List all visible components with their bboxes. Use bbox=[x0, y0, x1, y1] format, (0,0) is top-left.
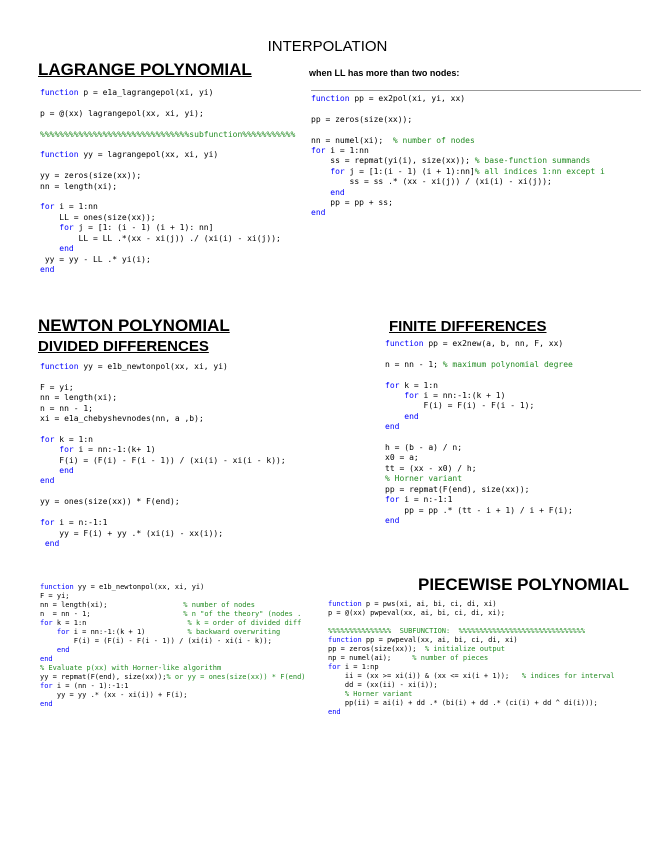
divided-differences-heading: DIVIDED DIFFERENCES bbox=[38, 338, 209, 355]
piecewise-code: function p = pws(xi, ai, bi, ci, di, xi) p = @(xx) pwpeval(xx, ai, bi, ci, di, xi); %%%%%%%%%%%%%%% SUBFUNCTION: %%%%%%%%%%%%%%%%%%%%%%%%%%%%%% function pp = pwpeval(xx, ai, bi, ci, di, xi) pp = zeros(size(xx)); % initialize output np = numel(ai); % number of pieces for i = 1:np ii = (xx >= xi(i)) & (xx <= xi(i + 1)); % indices for interval dd = (xx(ii) - xi(i)); % Horner variant pp(ii) = ai(i) + dd .* (bi(i) + dd .* (ci(i) + dd ^ di(i))); end bbox=[328, 600, 615, 716]
finite-differences-code: function pp = ex2new(a, b, nn, F, xx) n = nn - 1; % maximum polynomial degree for k = 1:n for i = nn:-1:(k + 1) F(i) = F(i) - F(i - 1); end end h = (b - a) / n; x0 = a; tt = (xx - x0) / h; % Horner variant pp = repmat(F(end), size(xx)); for i = n:-1:1 pp = pp .* (tt - i + 1) / i + F(i); end bbox=[385, 339, 573, 525]
finite-differences-heading: FINITE DIFFERENCES bbox=[389, 318, 547, 335]
ex2pol-code: function pp = ex2pol(xi, yi, xx) pp = zeros(size(xx)); nn = numel(xi); % number of nodes for i = 1:nn ss = repmat(yi(i), size(xx)); % base-function summands for j = [1:(i - 1) (i + 1):nn]% all indices 1:nn except i ss = ss .* (xx - xi(j)) / (xi(i) - xi(j)); end pp = pp + ss; end bbox=[311, 94, 605, 218]
newton-code: function yy = e1b_newtonpol(xx, xi, yi) F = yi; nn = length(xi); n = nn - 1; xi = e1a_chebyshevnodes(nn, a ,b); for k = 1:n for i = nn:-1:(k+ 1) F(i) = (F(i) - F(i - 1)) / (xi(i) - xi(i - k)); end end yy = ones(size(xx)) * F(end); for i = n:-1:1 yy = F(i) + yy .* (xi(i) - xx(i)); end bbox=[40, 362, 286, 548]
divider-line bbox=[311, 90, 641, 91]
lagrange-code: function p = e1a_lagrangepol(xi, yi) p = @(xx) lagrangepol(xx, xi, yi); %%%%%%%%%%%%%%%%%%%%%%%%%%%%%%%subfunction%%%%%%%%%%% function yy = lagrangepol(xx, xi, yi) yy = zeros(size(xx)); nn = length(xi); for i = 1:nn LL = ones(size(xx)); for j = [1: (i - 1) (i + 1): nn] LL = LL .*(xx - xi(j)) ./ (xi(i) - xi(j)); end yy = yy - LL .* yi(i); end bbox=[40, 88, 296, 274]
lagrange-heading: LAGRANGE POLYNOMIAL bbox=[38, 60, 252, 79]
page-title: INTERPOLATION bbox=[267, 38, 388, 55]
two-nodes-note: when LL has more than two nodes: bbox=[309, 68, 460, 78]
newton-heading: NEWTON POLYNOMIAL bbox=[38, 316, 230, 335]
newton-code-compact: function yy = e1b_newtonpol(xx, xi, yi) F = yi; nn = length(xi); % number of nodes n = nn - 1; % n "of the theory" (nodes . for k = 1:n % k = order of divided diff for i = nn:-1:(k + 1) % backward overwriting F(i) = (F(i) - F(i - 1)) / (xi(i) - xi(i - k)); end end % Evaluate p(xx) with Horner-like algorithm yy = repmat(F(end), size(xx));% or yy = ones(size(xx)) * F(end) for i = (nn - 1):-1:1 yy = yy .* (xx - xi(i)) + F(i); end bbox=[40, 583, 306, 708]
piecewise-heading: PIECEWISE POLYNOMIAL bbox=[418, 575, 629, 594]
